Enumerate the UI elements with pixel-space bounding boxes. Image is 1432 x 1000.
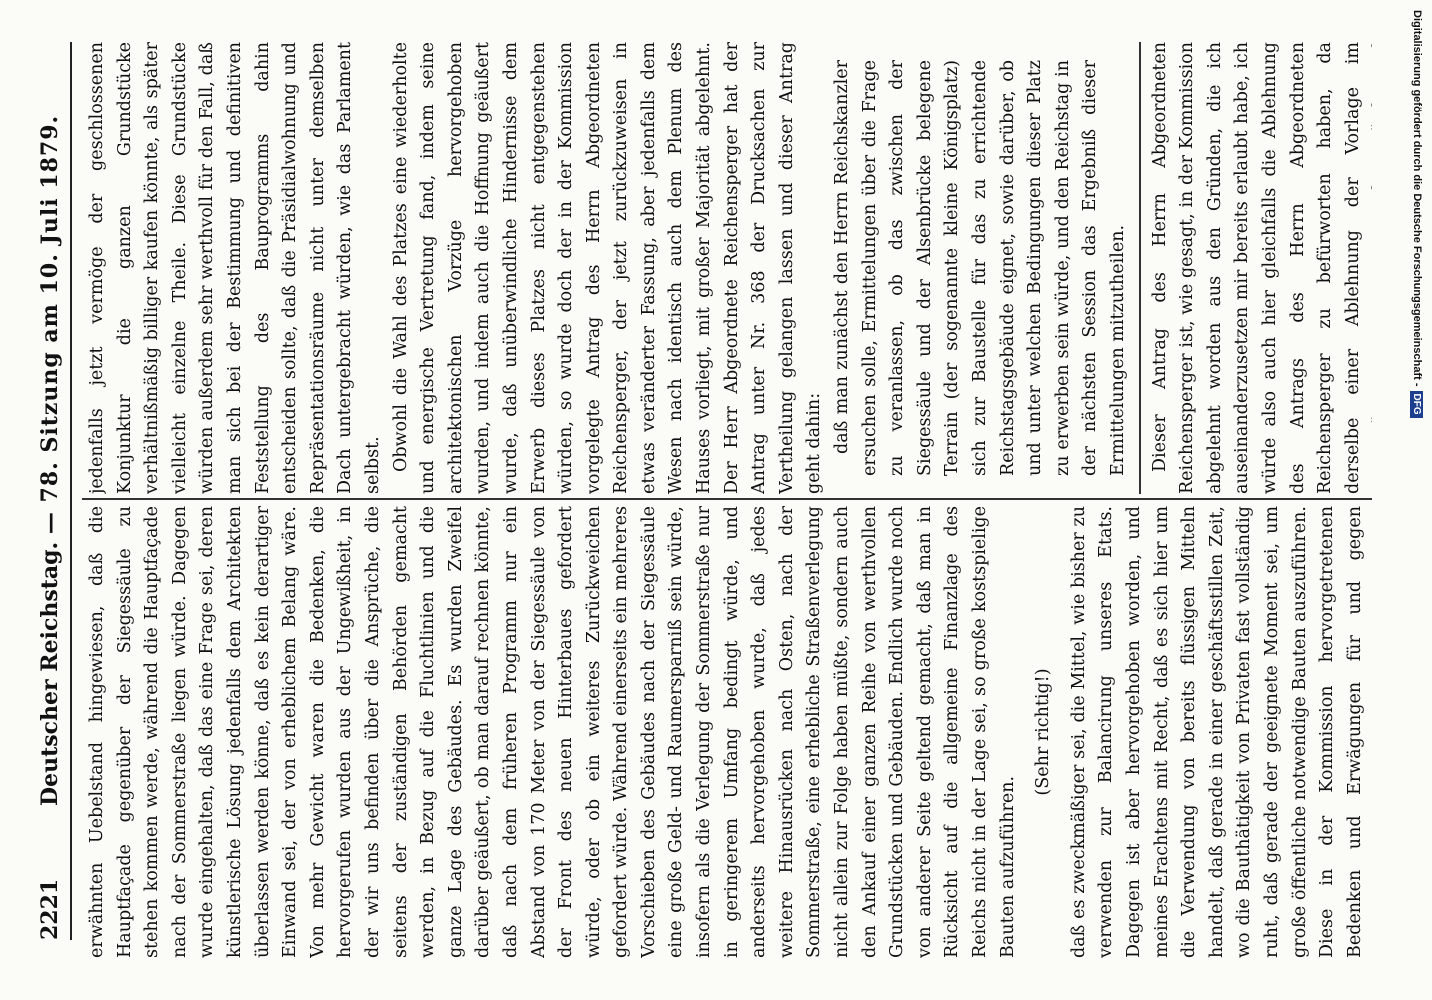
- left-paragraph-1: erwähnten Uebelstand hingewiesen, daß die Hauptfaçade gegenüber der Siegessäule zu stehen kommen werde, während die Hauptfaçade nach der Sommerstraße liegen würde. Dagegen wurde eingehalten, daß das eine Frage sei, deren künstlerische Lösung jedenfalls dem Architekten überlassen werden könne, daß es kein derartiger Einwand sei, der von erheblichem Belang wäre. Von mehr Gewicht waren die Bedenken, die hervorgerufen wurden aus der Ungewißheit, in der wir uns befinden über die Ansprüche, die seitens der zuständigen Behörden gemacht werden, in Bezug auf die Fluchtlinien und die ganze Lage des Gebäudes. Es wurden Zweifel darüber geäußert, ob man darauf rechnen könnte, daß nach dem früheren Programm nur ein Abstand von 170 Meter von der Siegessäule von der Front des neuen Hinterbaues gefordert würde, oder ob ein weiteres Zurückweichen gefordert würde. Während einerseits ein mehreres Vorschieben des Gebäudes nach der Siegessäule eine große Geld- und Raumersparniß sein würde, insofern als die Verlegung der Sommerstraße nur in geringerem Umfang bedingt würde, und anderseits hervorgehoben wurde, daß jedes weitere Hinausrücken nach Osten, nach der Sommerstraße, eine erhebliche Straßenverlegung nicht allein zur Folge haben müßte, sondern auch den Ankauf einer ganzen Reihe von werthvollen Grundstücken und Gebäuden. Endlich wurde noch von anderer Seite geltend gemacht, daß man in Rücksicht auf die allgemeine Finanzlage des Reichs nicht in der Lage sei, so große kostspielige Bauten aufzuführen.: [87, 506, 1018, 958]
- column-divider: [82, 498, 1372, 500]
- right-paragraph-2: Obwohl die Wahl des Platzes eine wiederholte und energische Vertretung fand, indem seine architektonischen Vorzüge hervorgehoben wurden, und indem auch die Hoffnung geäußert wurde, daß unüberwindliche Hindernisse dem Erwerb dieses Platzes nicht entgegenstehen würden, so wurde doch der in der Kommission vorgelegte Antrag des Herrn Abgeordneten Reichensperger, der jetzt zurückzuweisen in etwas veränderter Fassung, aber jedenfalls dem Wesen nach identisch auch dem Plenum des Hauses vorliegt, mit großer Majorität abgelehnt. Der Herr Abgeordnete Reichensperger hat der Antrag unter Nr. 368 der Drucksachen zur Vertheilung gelangen lassen und dieser Antrag geht dahin:: [390, 42, 825, 494]
- interjection: (Sehr richtig!): [1033, 668, 1054, 796]
- left-paragraph-2: daß es zweckmäßiger sei, die Mittel, wie bisher zu verwenden zur Balancirung unseres Etats. Dagegen ist aber hervorgehoben worden, und meines Erachtens mit Recht, daß es sich hier um die Verwendung von bereits flüssigen Mitteln handelt, daß gerade in einer geschäftsstillen Zeit, wo die Bauthätigkeit von Privaten fast vollständig ruht, daß gerade der geeignete Moment sei, um große öffentliche notwendige Bauten auszuführen. Diese in der Kommission hervorgetretenen Bedenken und Erwägungen für und gegen: [1068, 506, 1365, 958]
- dfg-logo: DFG: [1411, 391, 1424, 418]
- digitization-credit: [1406, 10, 1428, 990]
- column-right: [84, 42, 1372, 494]
- right-paragraph-1: jedenfalls jetzt vermöge der geschlossenen Konjunktur die ganzen Grundstücke verhältnißmäßig billiger kaufen könnte, als später vielleicht einzelne Theile. Diese Grundstücke würden außerdem sehr werthvoll für den Fall, daß man sich bei der Bestimmung und definitiven Feststellung des Bauprogramms dahin entscheiden sollte, daß die Präsidialwohnung und Repräsentationsräume nicht unter demselben Dach untergebracht würden, wie das Parlament selbst.: [87, 42, 383, 494]
- motion-text: daß man zunächst den Herrn Reichskanzler ersuchen solle, Ermittelungen über die Frage zu veranlassen, ob das zwischen der Siegessäule und der Alsenbrücke belegene Terrain (der sogenannte kleine Königsplatz) sich zur Baustelle für das zu errichtende Reichstagsgebäude eignet, sowie darüber, ob und unter welchen Bedingungen dieser Platz zu erwerben sein würde, und den Reichstag in der nächsten Session das Ergebniß dieser Ermittelungen mitzutheilen.: [832, 60, 1128, 476]
- page-number: 2221: [37, 878, 63, 940]
- right-paragraph-3: Dieser Antrag des Herrn Abgeordneten Reichensperger ist, wie gesagt, in der Kommission abgelehnt worden aus den Gründen, die ich auseinanderzusetzen mir bereits erlaubt habe, ich würde also auch hier gleichfalls die Ablehnung des Antrags des Herrn Abgeordneten Reichensperger zu befürworten haben, da derselbe einer Ablehnung der Vorlage im: [1149, 42, 1363, 494]
- motion-separator: [1139, 42, 1141, 494]
- header-source: Deutscher Reichstag.: [37, 541, 63, 806]
- page-header: [30, 42, 72, 940]
- header-title: — 78. Sitzung am 10. Juli 1879.: [37, 114, 63, 535]
- credit-text: Digitalisierung gefördert durch die Deutsche Forschungsgemeinschaft -: [1411, 10, 1423, 387]
- header-title-wrap: [37, 115, 63, 806]
- column-left: [84, 506, 1372, 958]
